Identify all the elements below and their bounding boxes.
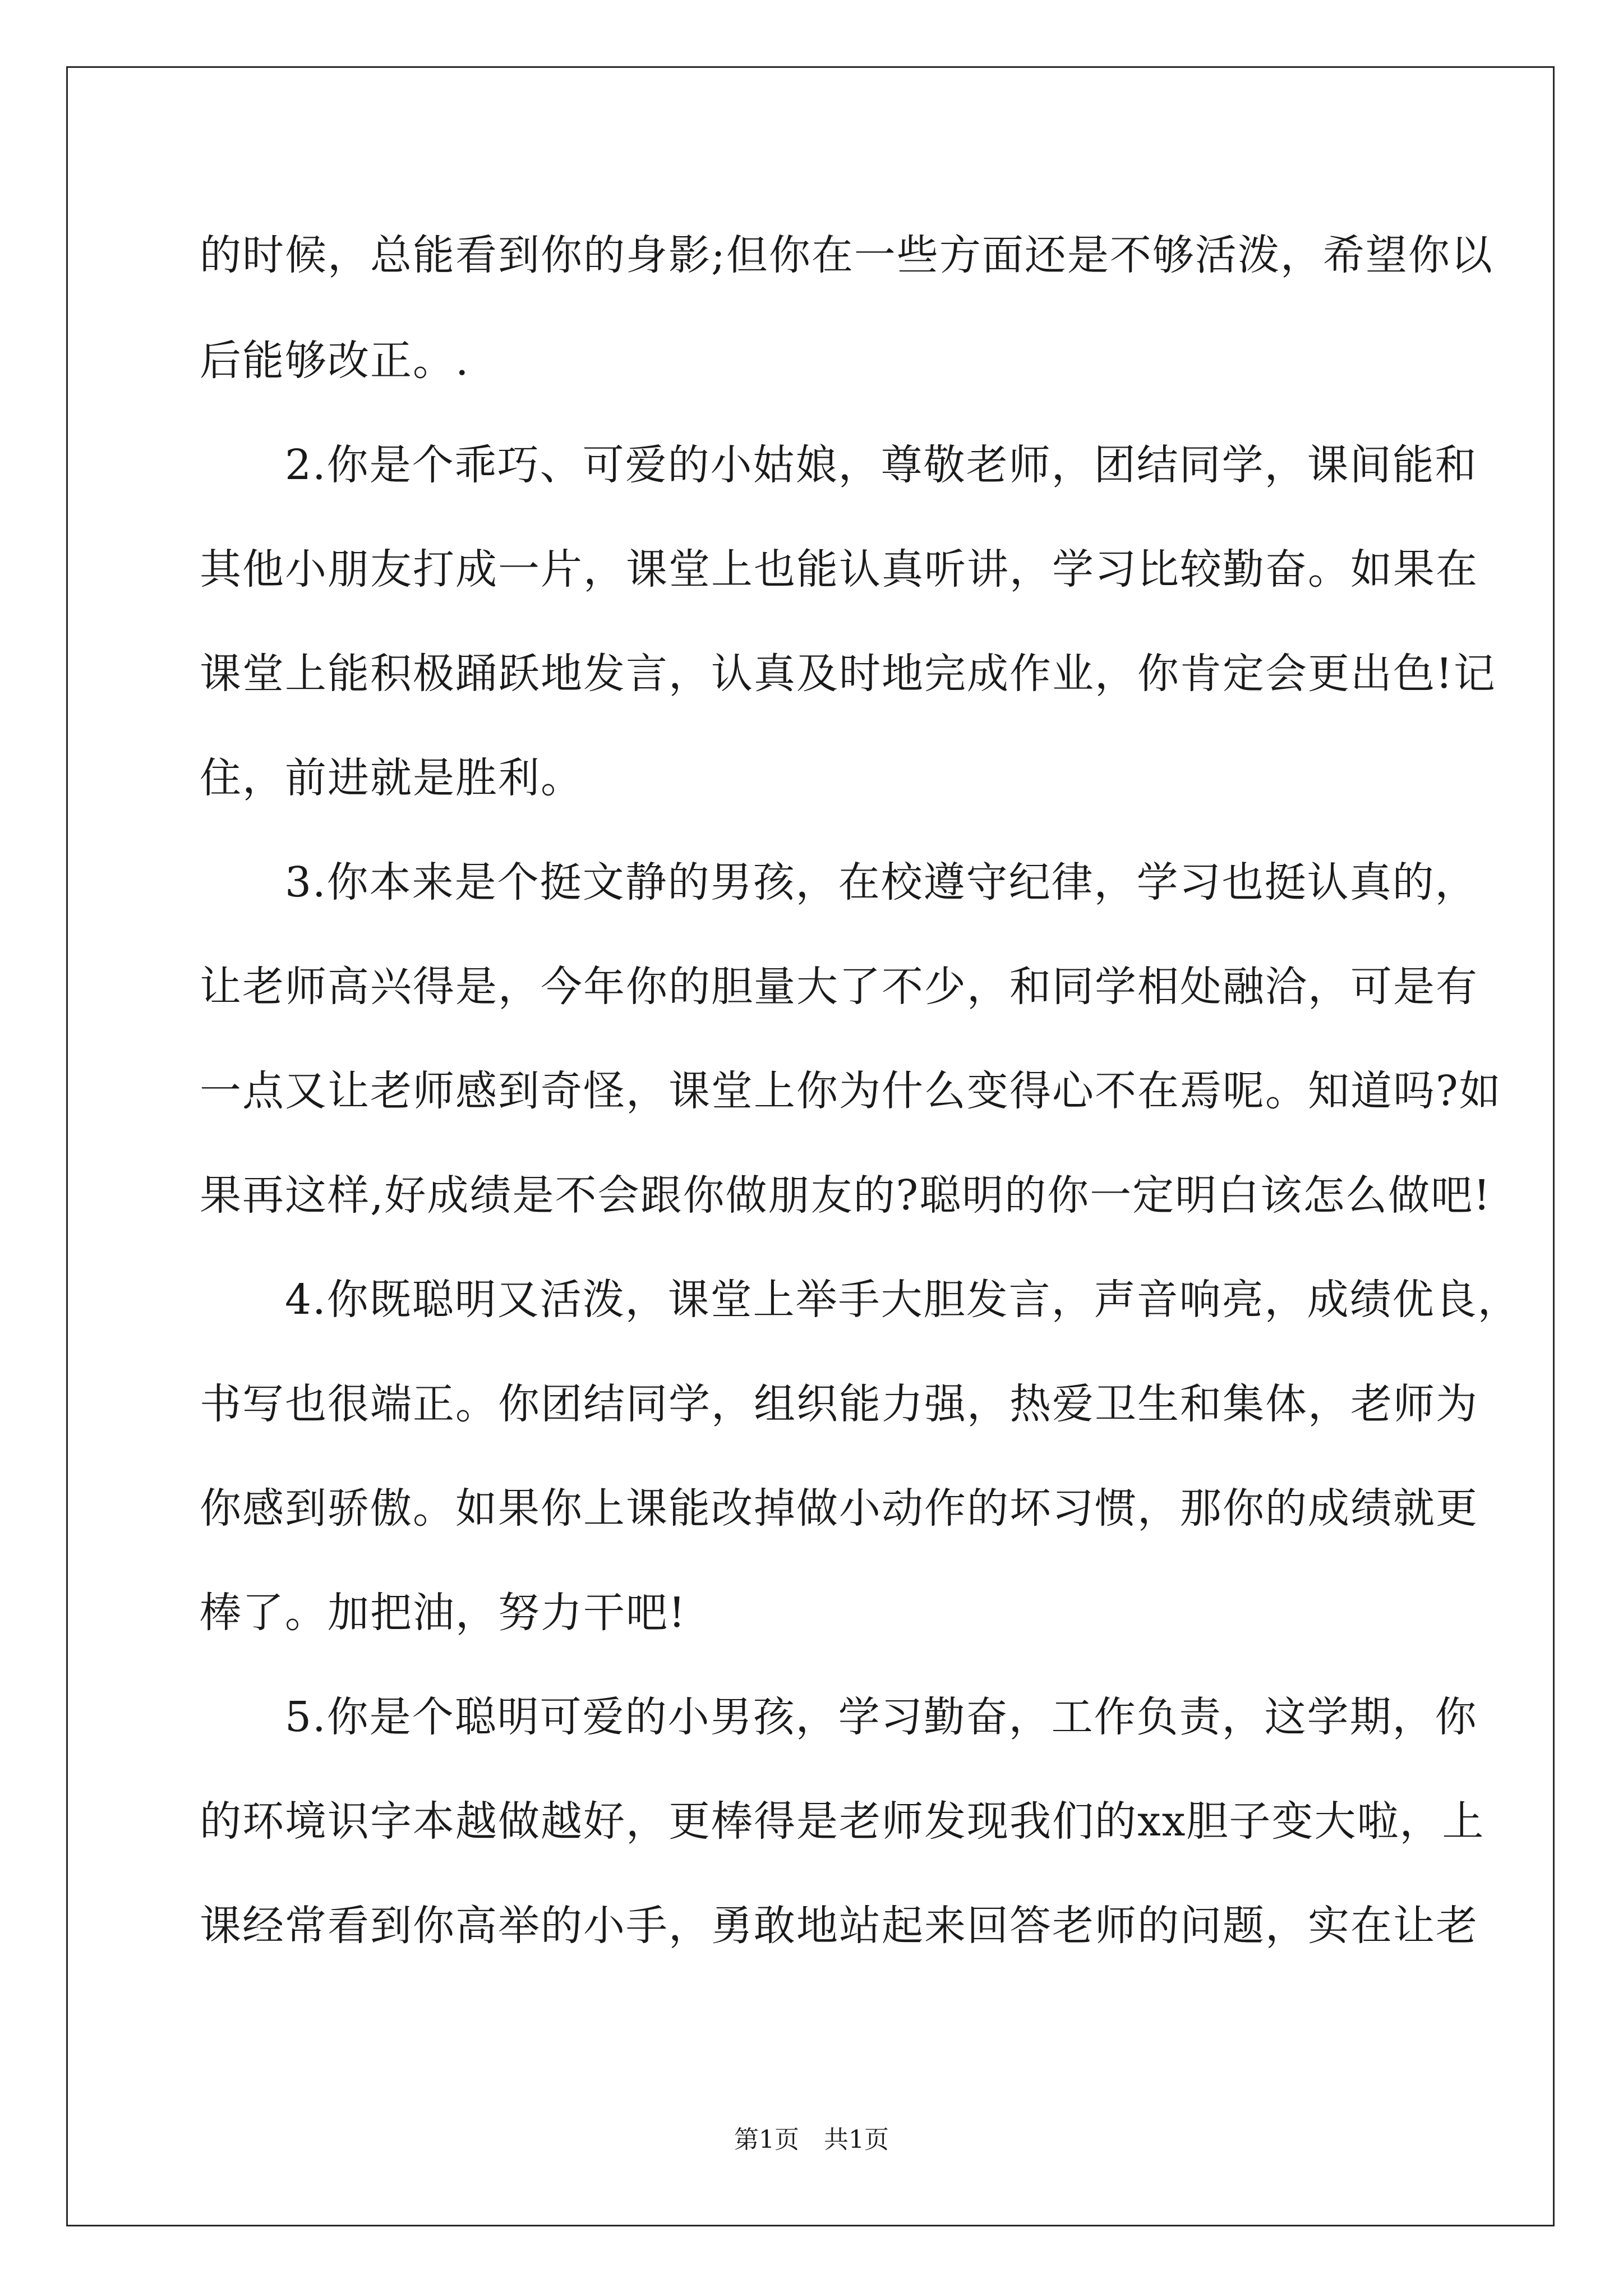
text-line: 你感到骄傲。如果你上课能改掉做小动作的坏习惯，那你的成绩就更 bbox=[200, 1484, 1478, 1533]
document-body bbox=[200, 202, 1520, 1978]
text-line: 棒了。加把油，努力干吧! bbox=[200, 1589, 686, 1637]
text-line: 住，前进就是胜利。 bbox=[200, 754, 583, 802]
text-line: 让老师高兴得是，今年你的胆量大了不少，和同学相处融洽，可是有 bbox=[200, 963, 1478, 1011]
text-line: 果再这样,好成绩是不会跟你做朋友的?聪明的你一定明白该怎么做吧! bbox=[200, 1171, 1491, 1220]
text-line: 课经常看到你高举的小手，勇敢地站起来回答老师的问题，实在让老 bbox=[200, 1902, 1478, 1950]
page-total: 共1页 bbox=[824, 2125, 889, 2154]
text-line: 书写也很端正。你团结同学，组织能力强，热爱卫生和集体，老师为 bbox=[200, 1380, 1478, 1428]
text-line: 2.你是个乖巧、可爱的小姑娘，尊敬老师，团结同学，课间能和 bbox=[200, 441, 1478, 489]
page-footer bbox=[0, 2123, 1623, 2157]
text-line: 的环境识字本越做越好，更棒得是老师发现我们的xx胆子变大啦，上 bbox=[200, 1797, 1485, 1846]
text-line: 课堂上能积极踊跃地发言，认真及时地完成作业，你肯定会更出色!记 bbox=[200, 650, 1496, 698]
page-number: 第1页 bbox=[734, 2125, 799, 2154]
text-line: 3.你本来是个挺文静的男孩，在校遵守纪律，学习也挺认真的， bbox=[200, 858, 1478, 907]
text-line: 其他小朋友打成一片，课堂上也能认真听讲，学习比较勤奋。如果在 bbox=[200, 545, 1478, 593]
text-line: 4.你既聪明又活泼，课堂上举手大胆发言，声音响亮，成绩优良， bbox=[200, 1276, 1520, 1324]
text-line: 的时候，总能看到你的身影;但你在一些方面还是不够活泼，希望你以 bbox=[200, 231, 1493, 279]
text-line: 后能够改正。. bbox=[200, 337, 470, 385]
text-line: 5.你是个聪明可爱的小男孩，学习勤奋，工作负责，这学期，你 bbox=[200, 1693, 1478, 1741]
text-line: 一点又让老师感到奇怪，课堂上你为什么变得心不在焉呢。知道吗?如 bbox=[200, 1067, 1502, 1115]
